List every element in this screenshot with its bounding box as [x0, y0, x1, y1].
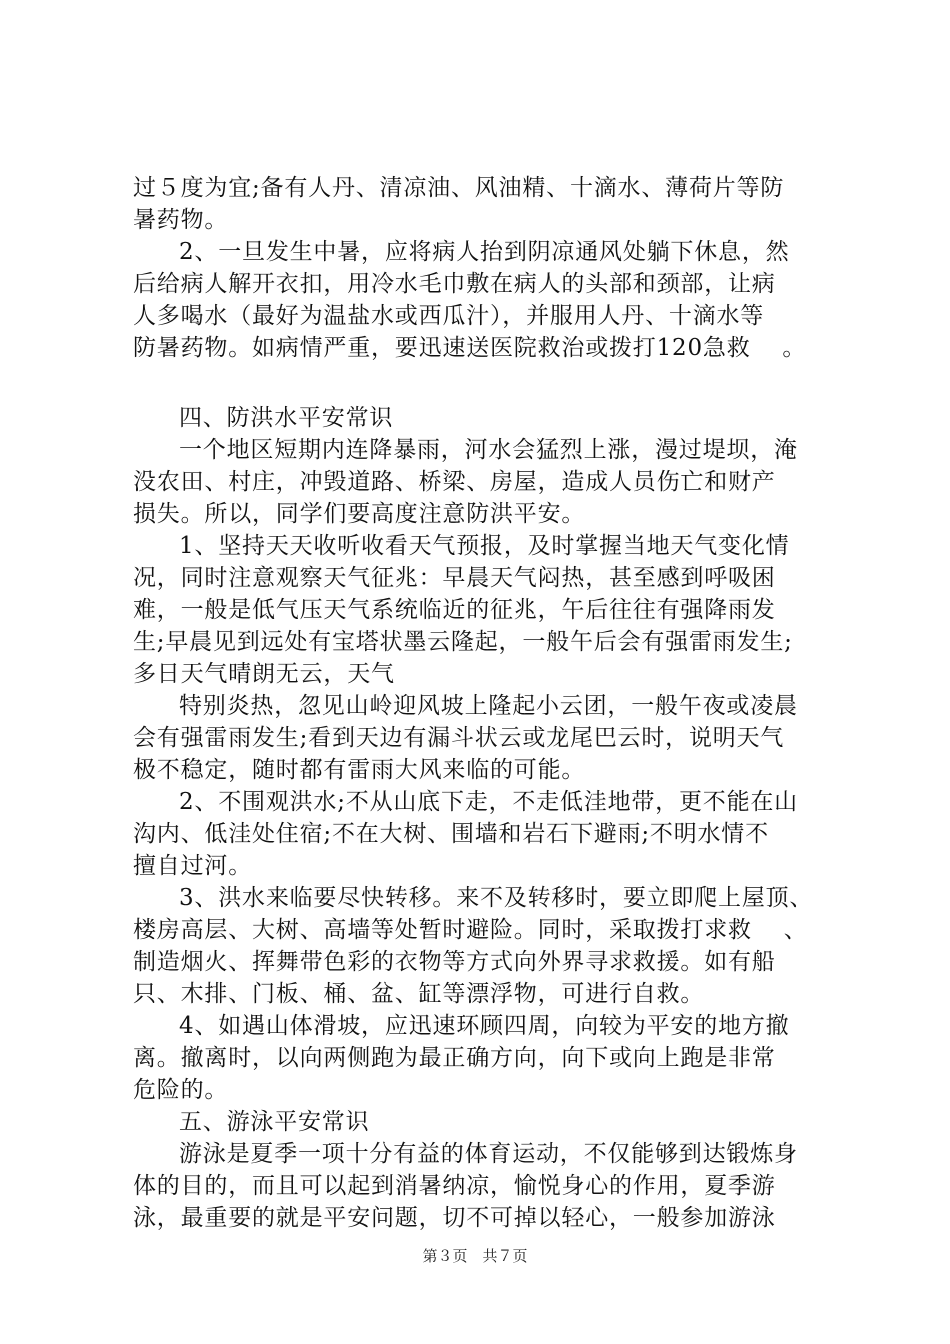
document-body — [133, 172, 833, 1234]
text-line: 4、如遇山体滑坡，应迅速环顾四周，向较为平安的地方撤 — [179, 1013, 790, 1039]
text-line: 极不稳定，随时都有雷雨大风来临的可能。 — [133, 757, 586, 783]
text-line: 况，同时注意观察天气征兆：早晨天气闷热，甚至感到呼吸困 — [133, 565, 776, 591]
text-line: 一个地区短期内连降暴雨，河水会猛烈上涨，漫过堤坝，淹 — [179, 437, 798, 463]
text-line: 3、洪水来临要尽快转移。来不及转移时，要立即爬上屋顶、 — [179, 885, 814, 911]
paragraph-p4 — [133, 530, 833, 690]
text-line: 2、不围观洪水;不从山底下走，不走低洼地带，更不能在山 — [179, 789, 798, 815]
text-line: 人多喝水（最好为温盐水或西瓜汁），并服用人丹、十滴水等 — [133, 303, 765, 329]
text-line: 难，一般是低气压天气系统临近的征兆，午后往往有强降雨发 — [133, 597, 776, 623]
text-line: 危险的。 — [133, 1077, 229, 1103]
text-line: 楼房高层、大树、高墙等处暂时避险。同时，采取拨打求救 、 — [133, 917, 808, 943]
paragraph-p8 — [133, 1010, 833, 1106]
paragraph-p7 — [133, 882, 833, 1010]
paragraph-p3 — [133, 434, 833, 530]
text-line: 多日天气晴朗无云，天气 — [133, 661, 395, 687]
paragraph-p2 — [133, 236, 833, 364]
text-line: 擅自过河。 — [133, 853, 252, 879]
text-line: 生;早晨见到远处有宝塔状墨云隆起，一般午后会有强雷雨发生; — [133, 629, 793, 655]
paragraph-p5 — [133, 690, 833, 786]
text-line: 离。撤离时，以向两侧跑为最正确方向，向下或向上跑是非常 — [133, 1045, 776, 1071]
section-gap — [133, 364, 833, 402]
text-line: 只、木排、门板、桶、盆、缸等漂浮物，可进行自救。 — [133, 981, 705, 1007]
text-line: 体的目的，而且可以起到消暑纳凉，愉悦身心的作用，夏季游 — [133, 1173, 776, 1199]
paragraph-p9 — [133, 1138, 833, 1234]
text-line: 沟内、低洼处住宿;不在大树、围墙和岩石下避雨;不明水情不 — [133, 821, 769, 847]
text-line: 暑药物。 — [133, 207, 229, 233]
text-line: 过５度为宜;备有人丹、清凉油、风油精、十滴水、薄荷片等防 — [133, 175, 785, 201]
text-line: 损失。所以，同学们要高度注意防洪平安。 — [133, 501, 586, 527]
text-line: 没农田、村庄，冲毁道路、桥梁、房屋，造成人员伤亡和财产 — [133, 469, 776, 495]
text-line: 防暑药物。如病情严重，要迅速送医院救治或拨打120急救 。 — [133, 335, 807, 361]
paragraph-p6 — [133, 786, 833, 882]
text-line: 1、坚持天天收听收看天气预报，及时掌握当地天气变化情 — [179, 533, 790, 559]
text-line: 泳，最重要的就是平安问题，切不可掉以轻心，一般参加游泳 — [133, 1205, 776, 1231]
text-line: 会有强雷雨发生;看到天边有漏斗状云或龙尾巴云时，说明天气 — [133, 725, 785, 751]
text-line: 后给病人解开衣扣，用冷水毛巾敷在病人的头部和颈部，让病 — [133, 271, 776, 297]
paragraph-p1 — [133, 172, 833, 236]
section-heading-swimming: 五、游泳平安常识 — [179, 1109, 370, 1135]
text-line: 制造烟火、挥舞带色彩的衣物等方式向外界寻求救援。如有船 — [133, 949, 776, 975]
section-heading-flood: 四、防洪水平安常识 — [179, 405, 394, 431]
text-line: 游泳是夏季一项十分有益的体育运动，不仅能够到达锻炼身 — [179, 1141, 798, 1167]
text-line: 特别炎热，忽见山岭迎风坡上隆起小云团，一般午夜或凌晨 — [179, 693, 798, 719]
text-line: 2、一旦发生中暑，应将病人抬到阴凉通风处躺下休息，然 — [179, 239, 790, 265]
page-footer: 第３页 共７页 — [422, 1247, 528, 1265]
